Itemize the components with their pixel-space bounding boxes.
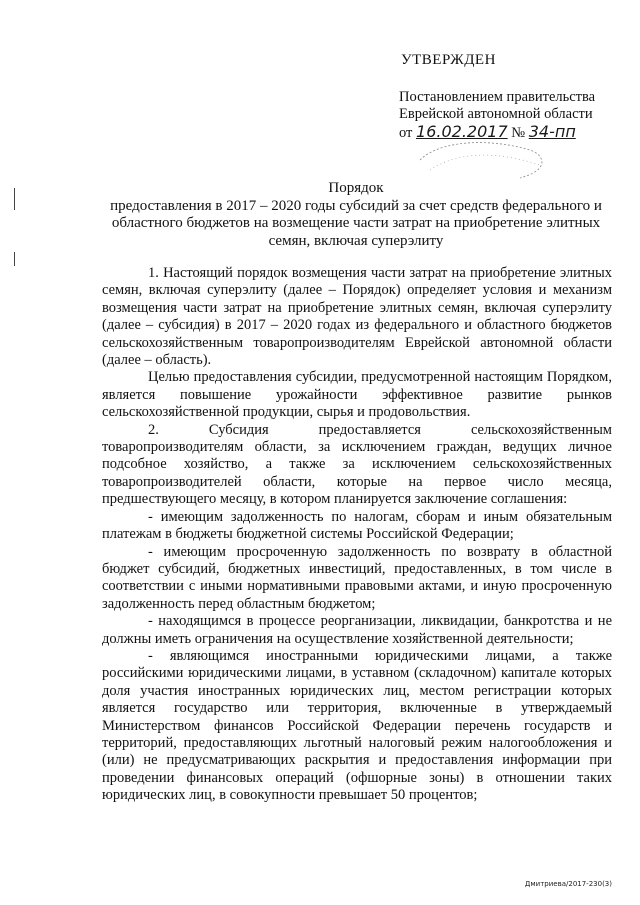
paragraph-purpose: Целью предоставления субсидии, предусмотренной настоящим Порядком, является повышение урожайности эффективное развитие рынков сельскохозяйственной продукции, сырья и продовольствия. [102,369,612,421]
approval-line-2: Еврейской автономной области [399,106,593,122]
scan-margin-mark [14,188,15,210]
footer-code: Дмитриева/2017-230(3) [524,880,612,888]
document-title [96,180,616,250]
approval-block [399,52,629,142]
handwritten-date: 16.02.2017 [416,122,508,141]
list-item-taxes: - имеющим задолженность по налогам, сборам и иным обязательным платежам в бюджеты бюджетной системы Российской Федерации; [102,508,612,543]
approval-line-1: Постановлением правительства [399,89,596,105]
date-prefix: от [399,125,413,141]
title-line-3: областного бюджетов на возмещение части затрат на приобретение элитных [111,215,601,231]
paragraph-1: 1. Настоящий порядок возмещения части затрат на приобретение элитных семян, включая суперэлиту (далее – Порядок) определяет условия и механизм возмещения части затрат на приобретение элитных семян, включая суперэлиту (далее – субсидия) в 2017 – 2020 годах из федерального и областного бюджетов сельскохозяйственным товаропроизводителям Еврейской автономной области (далее – область). [102,265,612,369]
scan-margin-mark [14,252,15,266]
list-item-overdue: - имеющим просроченную задолженность по возврату в областной бюджет субсидий, бюджетных инвестиций, предоставленных, в том числе в соответствии с иными нормативными правовыми актами, и иную просроченную задолженность перед областным бюджетом; [102,543,612,612]
paragraph-2: 2. Субсидия предоставляется сельскохозяйственным товаропроизводителям области, за исключением граждан, ведущих личное подсобное хозяйство, а также за исключением сельскохозяйственных товаропроизводителей области, которые на первое число месяца, предшествующего месяцу, в котором планируется заключение соглашения: [102,421,612,508]
approval-heading: УТВЕРЖДЕН [401,52,496,68]
number-prefix: № [511,125,526,141]
title-line-2: предоставления в 2017 – 2020 годы субсидий за счет средств федерального и [110,197,602,214]
list-item-reorganization: - находящимся в процессе реорганизации, ликвидации, банкротства и не должны иметь ограничения на осуществление хозяйственной деятельности; [102,613,612,647]
title-line-1: Порядок [328,180,384,196]
title-line-4: семян, включая суперэлиту [268,232,444,249]
document-body [102,265,612,805]
list-item-foreign: - являющимся иностранными юридическими лицами, а также российскими юридическими лицами, в уставном (складочном) капитале которых доля участия иностранных юридических лиц, местом регистрации которых является государство или территория, включенные в утверждаемый Министерством финансов Российской Федерации перечень государств и территорий, предоставляющих льготный налоговый режим налогообложения и (или) не предусматривающих раскрытия и предоставления информации при проведении финансовых операций (офшорные зоны) в отношении таких юридических лиц, в совокупности превышает 50 процентов; [102,647,612,804]
handwritten-number: 34-пп [528,122,576,141]
